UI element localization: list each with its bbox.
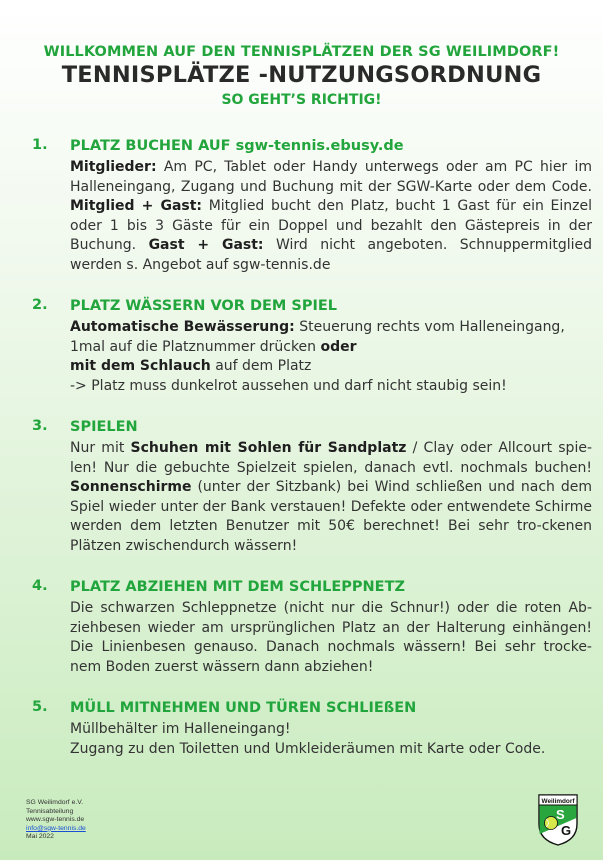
bold-term: Mitglied + Gast: — [70, 198, 203, 214]
rule-5 — [32, 699, 592, 759]
body-text: Steuerung rechts vom Halleneingang, — [294, 319, 565, 335]
rule-1 — [32, 137, 592, 275]
body-line: Müllbehälter im Halleneingang! — [70, 721, 291, 737]
body-line: -> Platz muss dunkelrot aussehen und darf nicht staubig sein! — [70, 377, 507, 394]
body-line: Zugang zu den Toiletten und Umkleideräumen mit Karte oder Code. — [70, 740, 546, 757]
rule-body: Die schwarzen Schleppnetze (nicht nur die Schnur!) oder die roten Ab-ziehbesen wieder am ursprünglichen Platz an der Halterung einhängen! Die Linienbesen genauso. Danach nochmals wässern! Bei sehr trocke-nem Boden zuerst wässern dann abziehen! — [70, 600, 592, 675]
rule-body — [70, 720, 592, 759]
body-text: Am PC, Tablet oder Handy unterwegs oder am PC hier im Halleneingang, Zugang und Buchung mit der SGW-Karte oder dem Code. — [70, 159, 592, 195]
body-text: 1mal auf die Platznummer drücken — [70, 338, 321, 355]
page-subtitle: SO GEHT’S RICHTIG! — [221, 92, 382, 108]
body-text: auf dem Platz — [210, 358, 312, 374]
rule-3 — [32, 418, 592, 556]
rule-body — [70, 318, 592, 396]
rule-body — [70, 158, 592, 275]
rule-number: 2. — [32, 297, 48, 313]
rule-title: PLATZ ABZIEHEN MIT DEM SCHLEPPNETZ — [70, 579, 405, 595]
bold-term: mit dem Schlauch — [70, 358, 211, 374]
body-text: / Clay oder Allcourt spie-len! Nur die gebuchte Spielzeit spielen, danach evtl. nochmals buchen! — [70, 440, 592, 476]
logo-name: Weilimdorf — [541, 797, 575, 805]
bold-term: Mitglieder: — [70, 159, 157, 175]
bold-term: oder — [320, 338, 357, 355]
page-title: TENNISPLÄTZE -NUTZUNGSORDNUNG — [61, 62, 542, 88]
rule-title: SPIELEN — [70, 419, 138, 435]
logo-letter-s: S — [556, 807, 565, 822]
body-text: Wird nicht angeboten. Schnuppermitglied werden s. Angebot auf sgw-tennis.de — [70, 237, 592, 273]
bold-term: Sonnenschirme — [70, 479, 192, 495]
footer-dept: Tennisabteilung — [26, 807, 74, 815]
club-logo — [538, 794, 578, 846]
bold-term: Automatische Bewässerung: — [70, 319, 295, 335]
page-header — [0, 0, 603, 108]
rule-body — [70, 439, 592, 556]
rules-list — [32, 137, 592, 781]
rule-2 — [32, 297, 592, 396]
rule-4 — [32, 578, 592, 677]
body-line — [70, 318, 592, 338]
rule-number: 1. — [32, 137, 48, 153]
footer-contact — [26, 799, 86, 842]
footer-web: www.sgw-tennis.de — [26, 816, 85, 824]
bold-term: Gast + Gast: — [148, 237, 264, 253]
body-text: Mitglied bucht den Platz, bucht 1 Gast für ein Einzel oder 1 bis 3 Gäste für ein Doppel und bezahlt den Gästepreis in der Buchung. — [70, 198, 592, 253]
rule-title: PLATZ WÄSSERN VOR DEM SPIEL — [70, 298, 338, 314]
rule-number: 5. — [32, 699, 48, 715]
bold-term: Schuhen mit Sohlen für Sandplatz — [130, 440, 407, 456]
rule-number: 3. — [32, 418, 48, 434]
body-line — [70, 357, 592, 377]
footer-email-link[interactable]: info@sgw-tennis.de — [26, 824, 86, 832]
welcome-line: WILLKOMMEN AUF DEN TENNISPLÄTZEN DER SG WEILIMDORF! — [43, 44, 560, 60]
footer-date: Mai 2022 — [26, 833, 54, 841]
rule-title: MÜLL MITNEHMEN UND TÜREN SCHLIEßEN — [70, 700, 417, 716]
body-line — [70, 338, 592, 358]
body-text: (unter der Sitzbank) bei Wind schließen und nach dem Spiel wieder unter der Bank verstauen! Defekte oder entwendete Schirme werden dem letzten Benutzer mit 50€ berechnet! Bei sehr tro-ckenen Plätzen zwischendurch wässern! — [70, 479, 592, 554]
rule-number: 4. — [32, 578, 48, 594]
body-text: Nur mit — [70, 440, 131, 456]
logo-letter-g: G — [561, 823, 572, 838]
rule-title: PLATZ BUCHEN AUF sgw-tennis.ebusy.de — [70, 138, 404, 154]
footer-org: SG Weilimdorf e.V. — [26, 799, 84, 806]
